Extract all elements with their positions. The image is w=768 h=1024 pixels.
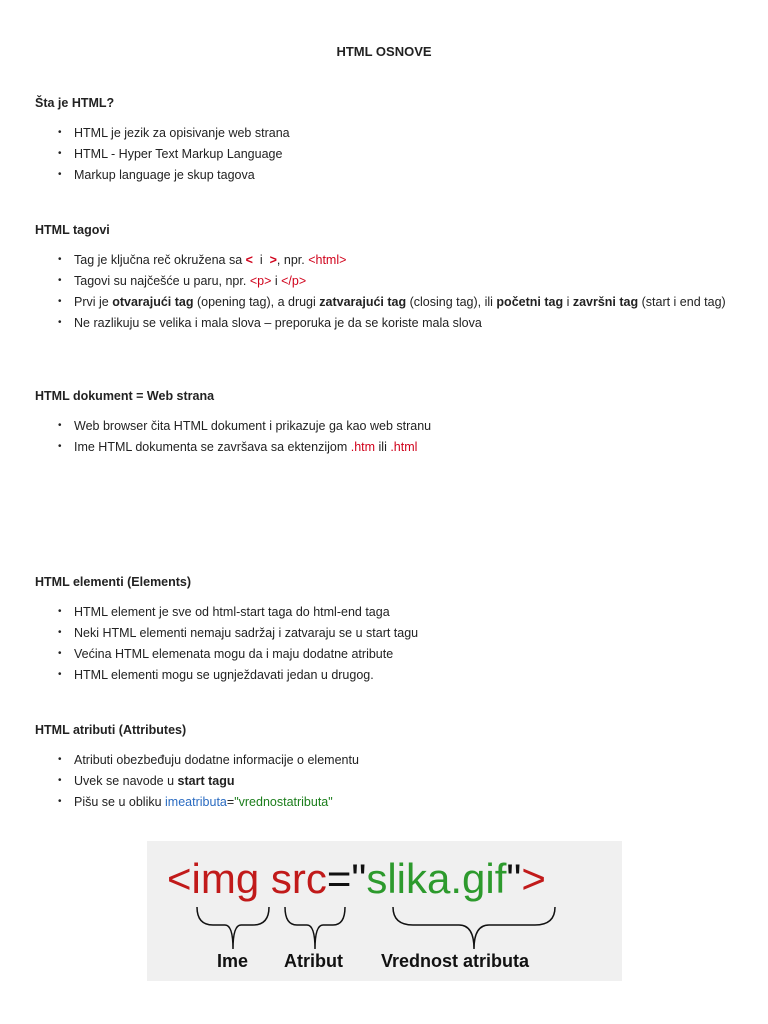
bold-text: start tagu	[177, 774, 235, 788]
section-heading-html-attributes: HTML atributi (Attributes)	[35, 723, 187, 737]
text: , npr.	[276, 253, 309, 267]
text: Pišu se u obliku	[74, 795, 166, 809]
ext-htm: .htm	[350, 440, 376, 454]
list-item	[55, 793, 745, 811]
list-item: • HTML je jezik za opisivanje web strana	[55, 124, 745, 142]
list-item: • HTML element je sve od html-start taga do html-end taga	[55, 603, 745, 621]
code-p-close: </p>	[281, 274, 307, 288]
code-lt: <	[245, 253, 253, 267]
list-item: • Neki HTML elementi nemaju sadržaj i zatvaraju se u start tagu	[55, 624, 745, 642]
section-heading-html-document: HTML dokument = Web strana	[35, 389, 215, 403]
text: (start i end tag)	[638, 295, 726, 309]
label-attribute: Atribut	[284, 951, 343, 971]
list-item: • HTML elementi mogu se ugnježdavati jedan u drugog.	[55, 666, 745, 684]
figure-quote-open: "	[351, 855, 367, 902]
figure-quote-close: "	[506, 855, 522, 902]
section-heading-what-is-html: Šta je HTML?	[35, 96, 115, 110]
figure-gt: >	[521, 855, 546, 902]
page-title: HTML OSNOVE	[336, 44, 432, 59]
text: Prvi je	[74, 295, 113, 309]
list-item	[55, 293, 745, 311]
code-gt: >	[269, 253, 277, 267]
text: i	[252, 253, 270, 267]
figure-eq: =	[326, 855, 352, 902]
figure-attr-name: src	[270, 855, 327, 902]
list-html-tags	[55, 251, 745, 335]
code-p-open: <p>	[249, 274, 272, 288]
text: i	[271, 274, 282, 288]
list-item: • Markup language je skup tagova	[55, 166, 745, 184]
list-html-elements	[55, 603, 745, 687]
ext-html: .html	[390, 440, 418, 454]
figure-attr-value: slika.gif	[366, 855, 507, 902]
list-item: • Većina HTML elemenata mogu da i maju dodatne atribute	[55, 645, 745, 663]
text: Tag je ključna reč okružena sa	[74, 253, 246, 267]
text: ili	[375, 440, 391, 454]
bold-text: zatvarajući tag	[319, 295, 407, 309]
brace-name-icon	[193, 905, 273, 953]
list-item: • Atributi obezbeđuju dodatne informacije o elementu	[55, 751, 745, 769]
list-what-is-html	[55, 124, 745, 187]
list-item	[55, 272, 745, 290]
list-item: • HTML - Hyper Text Markup Language	[55, 145, 745, 163]
label-value: Vrednost atributa	[381, 951, 530, 971]
text: Tagovi su najčešće u paru, npr.	[74, 274, 250, 288]
text: (closing tag), ili	[406, 295, 497, 309]
figure-lt: <	[167, 855, 192, 902]
figure-code-line	[167, 853, 546, 905]
text: Ime HTML dokumenta se završava sa ektenzijom	[74, 440, 351, 454]
section-heading-html-elements: HTML elementi (Elements)	[35, 575, 192, 589]
attr-value-example: "vrednostatributa"	[234, 795, 333, 809]
list-item	[55, 251, 745, 269]
list-html-document	[55, 417, 745, 459]
bold-text: početni tag	[496, 295, 564, 309]
list-item	[55, 772, 745, 790]
brace-value-icon	[389, 905, 559, 953]
code-html: <html>	[308, 253, 347, 267]
attribute-syntax-figure	[147, 841, 622, 981]
text: Uvek se navode u	[74, 774, 178, 788]
bold-text: završni tag	[572, 295, 639, 309]
section-heading-html-tags: HTML tagovi	[35, 223, 110, 237]
attr-name-example: imeatributa	[165, 795, 227, 809]
text: (opening tag), a drugi	[193, 295, 320, 309]
list-item	[55, 438, 745, 456]
text: i	[563, 295, 573, 309]
bold-text: otvarajući tag	[112, 295, 194, 309]
figure-tag-name: img	[191, 855, 260, 902]
text: =	[226, 795, 235, 809]
brace-attr-icon	[281, 905, 349, 953]
label-name: Ime	[217, 951, 249, 971]
list-html-attributes	[55, 751, 745, 814]
list-item: • Web browser čita HTML dokument i prikazuje ga kao web stranu	[55, 417, 745, 435]
list-item: • Ne razlikuju se velika i mala slova – preporuka je da se koriste mala slova	[55, 314, 745, 332]
